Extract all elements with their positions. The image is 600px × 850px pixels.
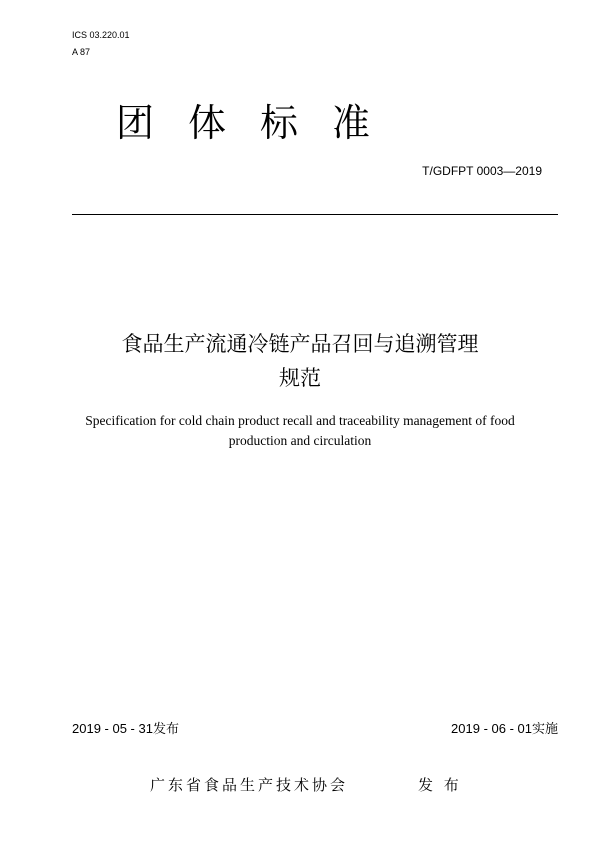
effective-date: 2019 - 06 - 01实施 <box>451 721 558 736</box>
title-cn-line2: 规范 <box>279 366 321 390</box>
divider <box>72 214 558 215</box>
title-en-line1: Specification for cold chain product recall and traceability management of food <box>85 413 515 428</box>
publish-date: 2019 - 05 - 31发布 <box>72 721 179 736</box>
document-type: 团体标准 <box>116 101 405 145</box>
publisher: 广东省食品生产技术协会 <box>150 776 349 794</box>
publish-label: 发 布 <box>418 776 462 794</box>
title-cn-line1: 食品生产流通冷链产品召回与追溯管理 <box>121 332 479 356</box>
standard-number: T/GDFPT 0003—2019 <box>422 164 542 178</box>
title-en-line2: production and circulation <box>228 433 372 448</box>
ccs-code: A 87 <box>72 47 91 57</box>
ics-code: ICS 03.220.01 <box>72 30 130 40</box>
